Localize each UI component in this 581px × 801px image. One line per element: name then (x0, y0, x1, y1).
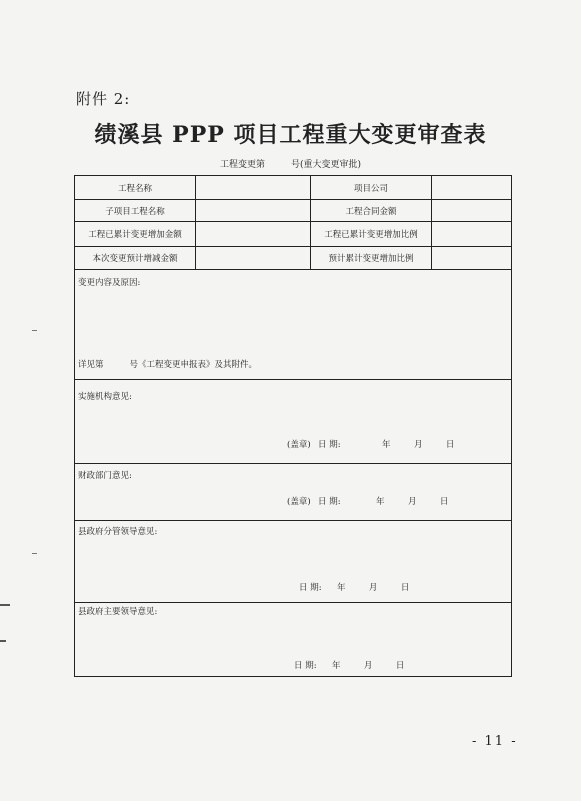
month-label: 月 (363, 661, 373, 671)
finance-department-label: 财政部门意见: (78, 471, 132, 481)
table-row-project-name (75, 176, 511, 200)
field-project-name[interactable] (196, 176, 311, 199)
day-label: 日 (395, 661, 405, 671)
label-estimated-cumulative-ratio: 预计累计变更增加比例 (311, 247, 432, 269)
section-finance-department[interactable] (75, 464, 511, 521)
chief-leader-signature-line (294, 659, 404, 671)
day-label: 日 (400, 583, 410, 593)
subtitle-part1: 工程变更第 (219, 160, 265, 170)
year-label: 年 (336, 583, 346, 593)
label-project-company: 项目公司 (311, 176, 432, 199)
implementing-agency-label: 实施机构意见: (78, 392, 132, 402)
section-change-content[interactable] (75, 270, 511, 380)
field-project-company[interactable] (432, 176, 511, 199)
subtitle-part2: 号(重大变更审批) (290, 160, 362, 170)
day-label: 日 (445, 440, 455, 450)
change-content-detail (78, 358, 257, 370)
date-label: 日 期: (294, 661, 317, 671)
page-number: - 11 - (472, 734, 518, 749)
field-cumulative-increase-amount[interactable] (196, 222, 311, 246)
section-chief-leader[interactable] (75, 603, 511, 676)
deputy-leader-signature-line (299, 581, 409, 593)
detail-part2: 号《工程变更申报表》及其附件。 (129, 360, 258, 370)
review-form-table (74, 175, 512, 677)
date-label: 日 期: (299, 583, 322, 593)
date-label: 日 期: (318, 497, 341, 507)
year-label: 年 (376, 497, 385, 507)
deputy-leader-label: 县政府分管领导意见: (78, 527, 158, 537)
field-cumulative-increase-ratio[interactable] (432, 222, 511, 246)
seal-label: (盖章) (287, 497, 311, 507)
date-label: 日 期: (318, 440, 341, 450)
month-label: 月 (413, 440, 423, 450)
implementing-signature-line (287, 438, 454, 450)
scan-edge-mark (0, 640, 6, 642)
month-label: 月 (407, 497, 417, 507)
field-contract-amount[interactable] (432, 200, 511, 221)
field-subproject-name[interactable] (196, 200, 311, 221)
label-estimated-change-amount: 本次变更预计增减金额 (75, 247, 196, 269)
label-project-name: 工程名称 (75, 176, 196, 199)
chief-leader-label: 县政府主要领导意见: (78, 607, 158, 617)
label-cumulative-increase-ratio: 工程已累计变更增加比例 (311, 222, 432, 246)
page-title: 绩溪县 PPP 项目工程重大变更审查表 (94, 122, 487, 148)
scan-speck (32, 330, 37, 331)
year-label: 年 (382, 440, 391, 450)
table-row-current-change (75, 247, 511, 270)
label-subproject-name: 子项目工程名称 (75, 200, 196, 221)
scan-edge-mark (0, 604, 10, 606)
table-row-subproject (75, 200, 511, 222)
label-cumulative-increase-amount: 工程已累计变更增加金额 (75, 222, 196, 246)
detail-part1: 详见第 (78, 360, 104, 370)
form-subtitle (0, 157, 581, 170)
change-content-label: 变更内容及原因: (78, 278, 141, 288)
seal-label: (盖章) (287, 440, 311, 450)
day-label: 日 (439, 497, 449, 507)
attachment-label: 附件 2: (76, 90, 131, 108)
field-estimated-change-amount[interactable] (196, 247, 311, 269)
section-deputy-leader[interactable] (75, 521, 511, 603)
table-row-cumulative (75, 222, 511, 247)
finance-signature-line (287, 495, 448, 507)
section-implementing-agency[interactable] (75, 380, 511, 464)
field-estimated-cumulative-ratio[interactable] (432, 247, 511, 269)
scan-speck (32, 553, 37, 554)
month-label: 月 (368, 583, 378, 593)
year-label: 年 (331, 661, 341, 671)
label-contract-amount: 工程合同金额 (311, 200, 432, 221)
